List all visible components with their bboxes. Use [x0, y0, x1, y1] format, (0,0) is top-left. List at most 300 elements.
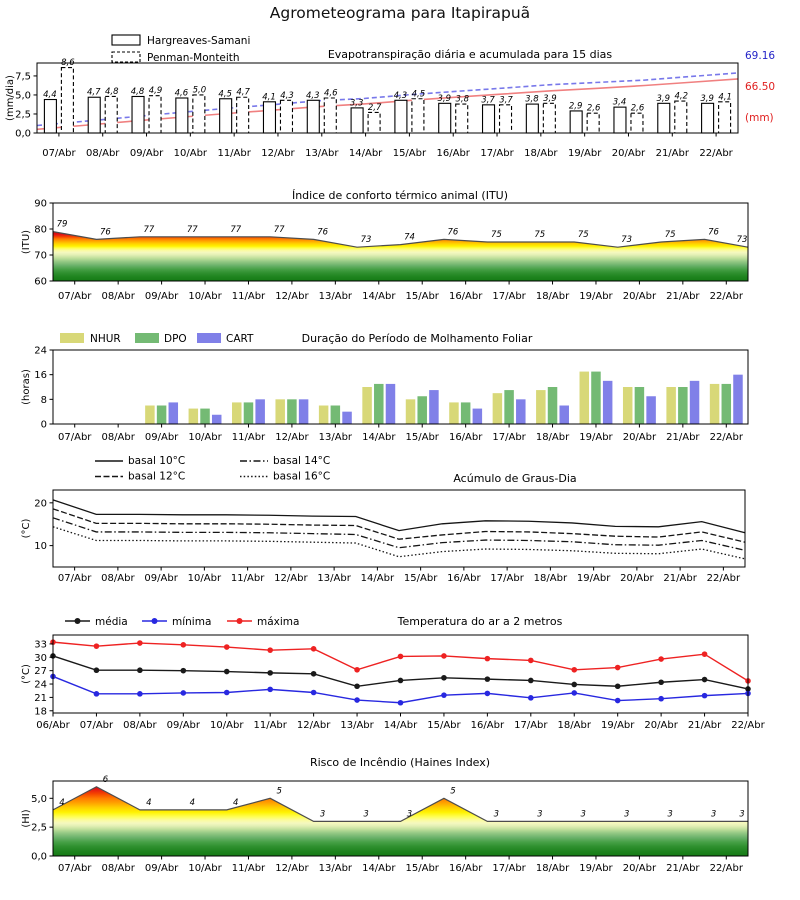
bar-penman [193, 95, 205, 133]
x-tick-label: 12/Abr [275, 863, 309, 874]
x-tick-label: 16/Abr [448, 291, 483, 302]
bar-value-label: 3,9 [437, 93, 451, 104]
y-axis-label: (HI) [21, 809, 32, 828]
x-tick-label: 13/Abr [340, 720, 374, 731]
bar-dpo [461, 402, 471, 424]
series-marker [398, 654, 404, 660]
x-tick-label: 13/Abr [318, 863, 353, 874]
legend-label: máxima [257, 616, 300, 628]
series-marker [354, 667, 360, 673]
y-tick-label: 24 [34, 679, 47, 691]
bar-dpo [244, 402, 254, 424]
bar-value-label: 4,4 [43, 90, 57, 101]
x-tick-label: 09/Abr [144, 291, 179, 302]
x-tick-label: 17/Abr [492, 432, 526, 443]
bar-penman [719, 102, 731, 133]
legend-label: basal 14°C [273, 455, 331, 467]
bar-nhur [449, 402, 459, 424]
x-tick-label: 11/Abr [231, 863, 266, 874]
bar-cart [429, 390, 439, 424]
point-value-label: 3 [319, 809, 326, 820]
legend-label: DPO [164, 333, 187, 345]
series-marker [224, 690, 230, 696]
point-value-label: 79 [56, 219, 68, 230]
bar-value-label: 3,8 [525, 94, 539, 105]
bar-nhur [623, 387, 633, 424]
x-tick-label: 21/Abr [666, 291, 700, 302]
series-marker [615, 683, 621, 689]
series-marker [398, 700, 404, 706]
point-value-label: 76 [100, 227, 111, 238]
y-tick-label: 30 [34, 652, 47, 664]
series-marker [267, 670, 273, 676]
bar-penman [368, 112, 380, 133]
x-tick-label: 11/Abr [253, 720, 287, 731]
bar-nhur [319, 406, 329, 425]
y-tick-label: 18 [34, 706, 47, 718]
bar-cart [473, 409, 483, 424]
accumulated-unit-label: (mm) [745, 112, 774, 124]
x-tick-label: 20/Abr [622, 432, 657, 443]
accumulated-penman-total: 69.16 [745, 50, 776, 62]
x-tick-label: 21/Abr [655, 148, 689, 159]
bar-penman [675, 101, 687, 133]
point-value-label: 74 [404, 232, 415, 243]
bar-penman [280, 100, 292, 133]
x-tick-label: 15/Abr [403, 573, 438, 584]
bar-dpo [331, 406, 341, 425]
legend-label: basal 10°C [128, 455, 186, 467]
legend-marker [152, 618, 158, 624]
bar-penman [61, 68, 73, 133]
x-tick-label: 20/Abr [622, 863, 657, 874]
bar-value-label: 4,9 [148, 86, 163, 97]
bar-value-label: 2,9 [568, 101, 583, 112]
series-marker [181, 642, 187, 648]
bar-cart [603, 381, 613, 424]
legend-swatch [197, 333, 221, 343]
point-value-label: 5 [276, 786, 282, 797]
bar-nhur [536, 390, 546, 424]
x-tick-label: 18/Abr [557, 720, 591, 731]
bar-value-label: 2,6 [586, 103, 601, 114]
x-tick-label: 16/Abr [470, 720, 505, 731]
series-marker [528, 695, 534, 701]
bar-penman [456, 104, 468, 133]
y-tick-label: 0,0 [15, 128, 31, 140]
bar-cart [516, 399, 526, 424]
x-tick-label: 10/Abr [188, 291, 222, 302]
bar-penman [237, 97, 249, 133]
x-tick-label: 09/Abr [144, 432, 179, 443]
x-tick-label: 07/Abr [57, 573, 92, 584]
x-tick-label: 08/Abr [123, 720, 157, 731]
y-tick-label: 7,5 [15, 71, 31, 83]
accumulated-hargreaves-total: 66.50 [745, 81, 776, 93]
y-tick-label: 0 [40, 419, 47, 431]
bar-cart [733, 375, 743, 424]
x-tick-label: 13/Abr [318, 432, 353, 443]
series-line-máxima [53, 642, 748, 681]
bar-value-label: 4,1 [718, 92, 732, 103]
bar-hargreaves [483, 105, 495, 133]
series-marker [354, 683, 360, 689]
x-tick-label: 06/Abr [36, 720, 70, 731]
series-marker [267, 647, 273, 653]
series-marker [615, 698, 621, 704]
legend-label: Penman-Monteith [147, 52, 240, 64]
y-tick-label: 8 [40, 394, 47, 406]
panel-haines [0, 752, 800, 887]
bar-value-label: 4,5 [218, 89, 232, 100]
x-tick-label: 09/Abr [144, 573, 178, 584]
x-tick-label: 19/Abr [567, 148, 602, 159]
x-tick-label: 20/Abr [620, 573, 654, 584]
x-tick-label: 08/Abr [101, 291, 135, 302]
series-line-basal 16°C [53, 527, 745, 559]
y-tick-label: 24 [34, 345, 47, 357]
bar-value-label: 5,0 [192, 85, 207, 96]
bar-cart [559, 406, 569, 425]
panel-graus-dia [0, 450, 800, 595]
x-tick-label: 16/Abr [436, 148, 470, 159]
bar-value-label: 4,5 [411, 89, 426, 100]
y-tick-label: 27 [34, 666, 47, 678]
bar-hargreaves [526, 104, 538, 133]
x-tick-label: 19/Abr [600, 720, 635, 731]
y-axis-label: (horas) [21, 369, 32, 405]
x-tick-label: 08/Abr [101, 573, 135, 584]
series-marker [311, 646, 317, 652]
bar-dpo [548, 387, 558, 424]
point-value-label: 75 [577, 230, 589, 240]
bar-hargreaves [439, 103, 451, 133]
x-tick-label: 15/Abr [405, 291, 439, 302]
series-marker [137, 640, 143, 646]
bar-nhur [493, 393, 503, 424]
x-tick-label: 22/Abr [709, 432, 743, 443]
bar-penman [631, 113, 643, 133]
y-tick-label: 2,5 [15, 109, 31, 121]
x-tick-label: 18/Abr [535, 432, 570, 443]
bar-nhur [189, 409, 199, 424]
bar-value-label: 4,7 [236, 87, 250, 98]
x-tick-label: 20/Abr [644, 720, 678, 731]
series-line-média [53, 656, 748, 689]
bar-value-label: 4,2 [674, 91, 689, 102]
bar-cart [255, 399, 265, 424]
x-tick-label: 12/Abr [274, 573, 308, 584]
series-marker [398, 678, 404, 684]
legend-marker [237, 618, 243, 624]
x-tick-label: 20/Abr [622, 291, 657, 302]
x-tick-label: 19/Abr [576, 573, 611, 584]
point-value-label: 4 [233, 797, 239, 808]
x-tick-label: 14/Abr [383, 720, 418, 731]
x-tick-label: 19/Abr [579, 291, 613, 302]
series-marker [571, 667, 577, 673]
bar-value-label: 2,7 [367, 102, 382, 113]
bar-hargreaves [44, 100, 56, 133]
series-marker [615, 665, 621, 671]
x-tick-label: 12/Abr [261, 148, 295, 159]
legend-label: basal 16°C [273, 470, 331, 483]
x-tick-label: 09/Abr [166, 720, 201, 731]
bar-hargreaves [351, 108, 363, 133]
x-tick-label: 14/Abr [348, 148, 383, 159]
point-value-label: 3 [739, 809, 745, 820]
point-value-label: 77 [273, 224, 285, 235]
bar-nhur [406, 399, 416, 424]
x-tick-label: 17/Abr [490, 573, 524, 584]
x-tick-label: 09/Abr [129, 148, 164, 159]
bar-nhur [580, 372, 590, 424]
bar-nhur [145, 406, 155, 425]
x-tick-label: 15/Abr [392, 148, 427, 159]
y-axis-label: (°C) [21, 664, 32, 684]
bar-penman [412, 99, 424, 133]
panel-title: Duração do Período de Molhamento Foliar [301, 332, 533, 345]
bar-value-label: 4,6 [174, 88, 189, 99]
y-tick-label: 16 [34, 370, 47, 382]
x-tick-label: 12/Abr [275, 291, 309, 302]
legend-label: basal 12°C [128, 470, 186, 483]
panel-title: Índice de conforto térmico animal (ITU) [291, 189, 509, 202]
point-value-label: 3 [537, 809, 543, 820]
x-tick-label: 08/Abr [101, 432, 135, 443]
bar-value-label: 3,4 [612, 97, 627, 108]
bar-dpo [722, 384, 732, 424]
legend-swatch [112, 35, 140, 45]
y-tick-label: 70 [34, 250, 47, 262]
bar-cart [212, 415, 222, 424]
legend-label: mínima [172, 616, 212, 628]
panel-title: Acúmulo de Graus-Dia [453, 472, 577, 485]
series-line-basal 10°C [53, 500, 745, 533]
series-marker [224, 669, 230, 675]
series-marker [224, 644, 230, 650]
series-marker [658, 656, 664, 662]
y-axis-label: (°C) [21, 518, 32, 539]
y-tick-label: 2,5 [31, 822, 47, 834]
panel-title: Temperatura do ar a 2 metros [397, 615, 563, 628]
x-tick-label: 11/Abr [230, 573, 265, 584]
point-value-label: 4 [189, 797, 196, 808]
bar-nhur [666, 387, 676, 424]
series-marker [137, 691, 143, 697]
series-marker [528, 658, 534, 664]
bar-value-label: 4,8 [130, 86, 145, 97]
bar-hargreaves [176, 98, 188, 133]
y-tick-label: 21 [34, 692, 47, 704]
point-value-label: 73 [621, 235, 633, 246]
panel-temperatura [0, 608, 800, 738]
bar-dpo [287, 399, 297, 424]
bar-nhur [710, 384, 720, 424]
bar-penman [500, 105, 512, 133]
x-tick-label: 16/Abr [448, 863, 483, 874]
y-tick-label: 10 [34, 541, 47, 553]
point-value-label: 75 [664, 230, 676, 240]
bar-penman [324, 98, 336, 133]
legend-label: Hargreaves-Samani [147, 35, 251, 47]
panel-molhamento-foliar [0, 325, 800, 450]
point-value-label: 3 [580, 809, 586, 820]
point-value-label: 75 [534, 230, 546, 240]
series-marker [658, 679, 664, 685]
legend-swatch [135, 333, 159, 343]
x-tick-label: 16/Abr [447, 573, 481, 584]
y-tick-label: 90 [34, 198, 47, 210]
y-axis-label: (ITU) [21, 229, 32, 255]
bar-dpo [157, 406, 167, 425]
series-marker [181, 690, 187, 696]
x-tick-label: 22/Abr [709, 863, 743, 874]
area-fill [53, 232, 748, 281]
plot-frame [53, 490, 745, 567]
series-marker [528, 678, 534, 684]
x-tick-label: 18/Abr [533, 573, 568, 584]
point-value-label: 4 [146, 797, 152, 808]
series-marker [441, 692, 447, 698]
y-tick-label: 0,0 [31, 851, 47, 863]
bar-value-label: 3,8 [455, 94, 469, 105]
legend-marker [75, 618, 81, 624]
series-marker [571, 682, 577, 688]
x-tick-label: 13/Abr [305, 148, 339, 159]
series-marker [485, 656, 491, 662]
point-value-label: 77 [186, 224, 198, 235]
series-marker [702, 693, 708, 699]
series-line-basal 14°C [53, 518, 745, 551]
x-tick-label: 21/Abr [666, 432, 700, 443]
bar-hargreaves [702, 103, 714, 133]
legend-swatch [112, 52, 140, 62]
bar-hargreaves [614, 107, 626, 133]
point-value-label: 3 [406, 809, 413, 820]
point-value-label: 77 [230, 224, 242, 235]
x-tick-label: 09/Abr [144, 863, 179, 874]
bar-nhur [362, 387, 372, 424]
point-value-label: 76 [447, 227, 459, 238]
bar-dpo [200, 409, 210, 424]
bar-value-label: 4,6 [324, 88, 338, 99]
bar-value-label: 4,3 [280, 90, 294, 101]
bar-value-label: 4,3 [306, 90, 320, 101]
point-value-label: 3 [623, 809, 630, 820]
series-marker [702, 651, 708, 657]
x-tick-label: 22/Abr [706, 573, 741, 584]
bar-value-label: 3,3 [349, 98, 364, 109]
bar-value-label: 2,6 [630, 103, 645, 114]
series-marker [354, 697, 360, 703]
panel-itu [0, 185, 800, 315]
x-tick-label: 07/Abr [79, 720, 114, 731]
x-tick-label: 22/Abr [699, 148, 733, 159]
bar-dpo [591, 372, 601, 424]
x-tick-label: 08/Abr [101, 863, 135, 874]
bar-value-label: 3,7 [499, 95, 513, 106]
x-tick-label: 19/Abr [579, 432, 613, 443]
point-value-label: 75 [490, 230, 502, 240]
series-marker [658, 696, 664, 702]
y-tick-label: 33 [34, 639, 47, 651]
x-tick-label: 21/Abr [663, 573, 697, 584]
bar-hargreaves [395, 100, 407, 133]
point-value-label: 3 [667, 809, 673, 820]
series-marker [485, 691, 491, 697]
series-marker [441, 675, 447, 681]
y-tick-label: 80 [34, 224, 47, 236]
bar-value-label: 3,7 [481, 95, 495, 106]
y-tick-label: 5,0 [31, 793, 47, 805]
x-tick-label: 21/Abr [687, 720, 722, 731]
bar-value-label: 4,3 [393, 90, 408, 101]
x-tick-label: 18/Abr [535, 291, 570, 302]
y-tick-label: 20 [34, 498, 47, 510]
point-value-label: 4 [59, 797, 65, 808]
x-tick-label: 22/Abr [709, 291, 743, 302]
series-marker [311, 671, 317, 677]
x-tick-label: 15/Abr [405, 432, 439, 443]
bar-value-label: 3,9 [543, 93, 557, 104]
bar-hargreaves [307, 100, 319, 133]
point-value-label: 77 [143, 224, 155, 235]
bar-cart [342, 412, 352, 424]
bar-penman [149, 96, 161, 133]
x-tick-label: 11/Abr [217, 148, 251, 159]
bar-value-label: 8,6 [61, 58, 75, 69]
bar-penman [543, 103, 555, 133]
point-value-label: 6 [102, 774, 109, 785]
panel-title: Risco de Incêndio (Haines Index) [309, 756, 491, 769]
bar-value-label: 3,9 [700, 93, 714, 104]
point-value-label: 3 [710, 809, 717, 820]
x-tick-label: 14/Abr [362, 432, 396, 443]
series-marker [94, 643, 100, 649]
series-marker [137, 667, 143, 673]
legend-label: CART [226, 333, 254, 345]
x-tick-label: 11/Abr [231, 432, 266, 443]
point-value-label: 3 [363, 809, 369, 820]
y-tick-label: 60 [34, 276, 47, 288]
panel-evapotranspiration [0, 28, 800, 178]
x-tick-label: 18/Abr [524, 148, 558, 159]
x-tick-label: 14/Abr [360, 573, 395, 584]
x-tick-label: 07/Abr [58, 863, 92, 874]
x-tick-label: 17/Abr [492, 291, 526, 302]
bar-penman [105, 96, 117, 133]
x-tick-label: 14/Abr [362, 863, 396, 874]
panel-title: Evapotranspiração diária e acumulada para 15 dias [327, 48, 613, 61]
x-tick-label: 14/Abr [362, 291, 396, 302]
x-tick-label: 17/Abr [492, 863, 526, 874]
x-tick-label: 12/Abr [275, 432, 309, 443]
x-tick-label: 10/Abr [173, 148, 208, 159]
bar-value-label: 3,9 [656, 93, 671, 104]
x-tick-label: 07/Abr [58, 432, 92, 443]
bar-penman [587, 113, 599, 133]
bar-nhur [275, 399, 285, 424]
series-marker [702, 677, 708, 683]
x-tick-label: 15/Abr [405, 863, 439, 874]
bar-cart [299, 399, 309, 424]
x-tick-label: 12/Abr [296, 720, 331, 731]
bar-hargreaves [88, 97, 100, 133]
x-tick-label: 10/Abr [188, 863, 222, 874]
series-marker [311, 690, 317, 696]
series-marker [571, 690, 577, 696]
